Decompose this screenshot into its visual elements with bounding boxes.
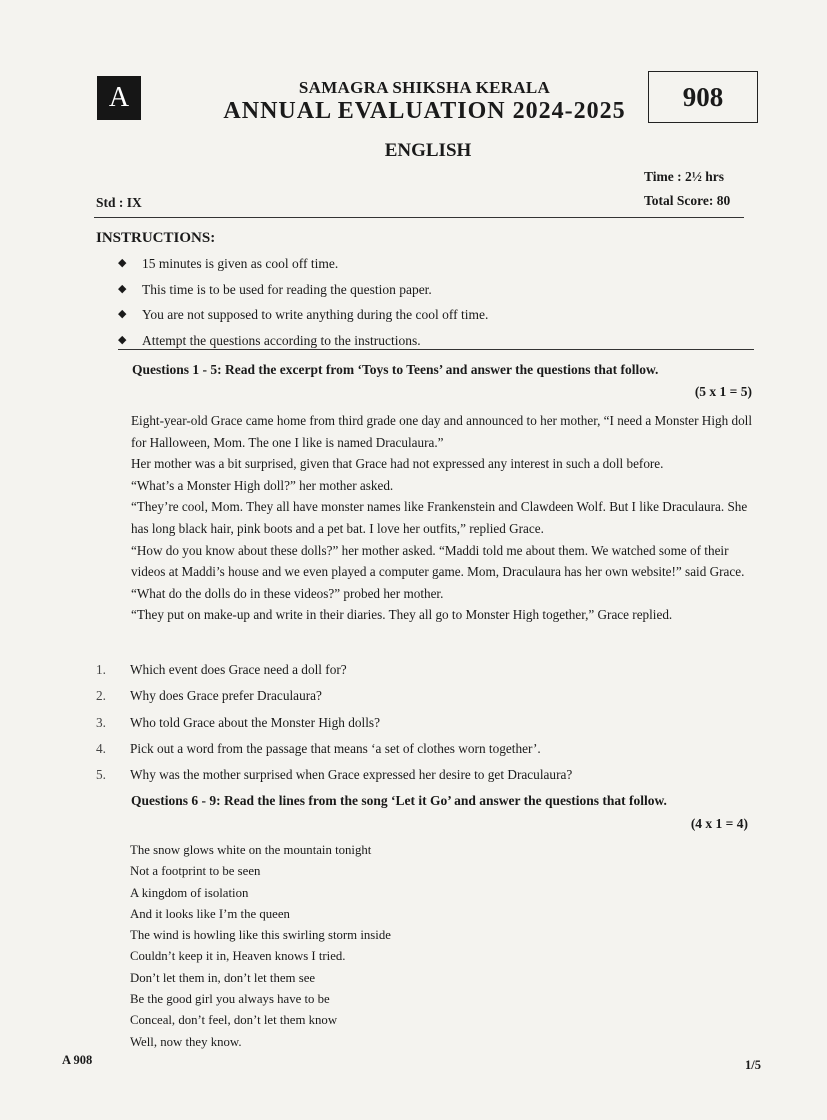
paper-code-box: 908 (648, 71, 758, 123)
lyric-line: The snow glows white on the mountain tonight (130, 843, 372, 857)
passage-paragraph: “What’s a Monster High doll?” her mother asked. (131, 477, 394, 493)
header-divider (94, 217, 744, 218)
lyric-line: Don’t let them in, don’t let them see (130, 970, 316, 985)
instruction-item: ◆ 15 minutes is given as cool off time. (118, 251, 488, 277)
passage (131, 410, 761, 626)
standard-label: Std : IX (96, 195, 142, 210)
total-score: Total Score: 80 (644, 193, 731, 208)
lyric-line: Well, now they know. (130, 1034, 242, 1049)
section1-heading: Questions 1 - 5: Read the excerpt from ‘Toys to Teens’ and answer the questions that follow. (132, 362, 659, 377)
lyric-line: The wind is howling like this swirling storm inside (130, 928, 391, 943)
time-allowed: Time : 2½ hrs (644, 169, 724, 184)
exam-title: ANNUAL EVALUATION 2024-2025 (223, 98, 626, 124)
instruction-item: ◆ This time is to be used for reading the question paper. (118, 277, 488, 303)
passage-paragraph: Eight-year-old Grace came home from third grade one day and announced to her mother, “I need a Monster High doll for Halloween, Mom. The one I like is named Draculaura.” (131, 413, 752, 450)
passage-paragraph: “They’re cool, Mom. They all have monster names like Frankenstein and Clawdeen Wolf. But I like Draculaura. She has long black hair, pink boots and a pet bat. I love her outfits,” replied Grace. (131, 499, 748, 536)
question-item: 2. Why does Grace prefer Draculaura? (96, 688, 322, 704)
footer-paper-ref: A 908 (62, 1053, 93, 1067)
question-item: 4. Pick out a word from the passage that means ‘a set of clothes worn together’. (96, 740, 541, 756)
lyric-line: Couldn’t keep it in, Heaven knows I tried. (130, 949, 346, 964)
page-number: 1/5 (745, 1058, 761, 1072)
section1-questions (96, 657, 572, 788)
lyric-line: Not a footprint to be seen (130, 864, 261, 879)
section2-heading: Questions 6 - 9: Read the lines from the song ‘Let it Go’ and answer the questions that follow. (131, 793, 667, 808)
diamond-bullet-icon: ◆ (118, 282, 127, 295)
diamond-bullet-icon: ◆ (118, 333, 127, 346)
lyric-line: Conceal, don’t feel, don’t let them know (130, 1013, 338, 1028)
lyric-line: And it looks like I’m the queen (130, 906, 290, 921)
passage-paragraph: “They put on make-up and write in their diaries. They all go to Monster High together,” Grace replied. (131, 607, 673, 623)
section1-marks: (5 x 1 = 5) (694, 384, 752, 399)
song-lyrics (130, 840, 391, 1053)
instructions-list (118, 251, 488, 353)
question-item: 3. Who told Grace about the Monster High dolls? (96, 714, 380, 730)
passage-paragraph: “How do you know about these dolls?” her mother asked. “Maddi told me about them. We watched some of their videos at Maddi’s house and we even played a computer game. Mom, Draculaura has her own website!” said Grace. (131, 542, 745, 580)
set-code-badge: A (97, 76, 141, 120)
diamond-bullet-icon: ◆ (118, 257, 127, 269)
subject-title: ENGLISH (384, 140, 472, 161)
lyric-line: A kingdom of isolation (130, 885, 249, 900)
question-item: 5. Why was the mother surprised when Grace expressed her desire to get Draculaura? (96, 767, 573, 783)
instruction-item: ◆ You are not supposed to write anything during the cool off time. (118, 302, 488, 328)
passage-paragraph: “What do the dolls do in these videos?” probed her mother. (131, 585, 444, 601)
question-item: 1. Which event does Grace need a doll for? (96, 662, 347, 677)
organisation-name: SAMAGRA SHIKSHA KERALA (298, 78, 551, 97)
passage-paragraph: Her mother was a bit surprised, given that Grace had not expressed any interest in such a doll before. (131, 456, 664, 472)
instructions-heading: INSTRUCTIONS: (96, 230, 216, 246)
section2-marks: (4 x 1 = 4) (690, 816, 748, 831)
instruction-item: ◆ Attempt the questions according to the instructions. (118, 328, 488, 354)
diamond-bullet-icon: ◆ (118, 308, 127, 320)
instructions-divider (118, 349, 754, 350)
lyric-line: Be the good girl you always have to be (130, 992, 330, 1007)
